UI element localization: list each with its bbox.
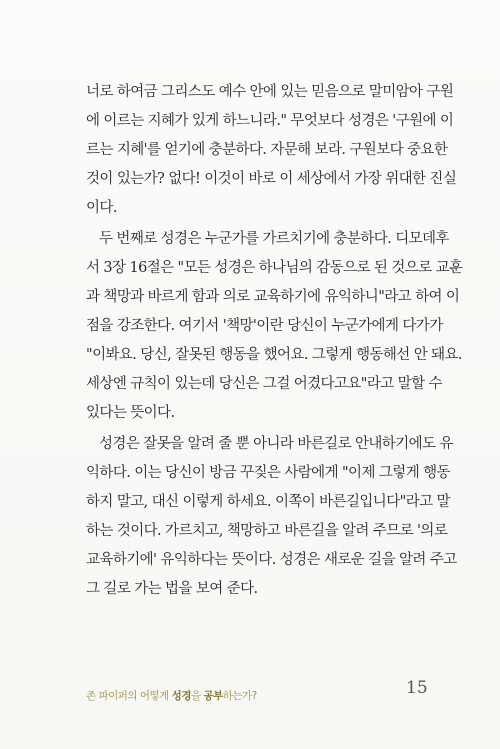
text-line: "이봐요. 당신, 잘못된 행동을 했어요. 그렇게 행동해선 안 돼요. <box>86 347 462 363</box>
text-line: 점을 강조한다. 여기서 '책망'이란 당신이 누군가에게 다가가 <box>86 318 443 334</box>
footer-text: 을 <box>190 690 204 702</box>
text-line: 하는 것이다. 가르치고, 책망하고 바른길을 알려 주므로 '의로 <box>86 523 448 539</box>
text-line: 너로 하여금 그리스도 예수 안에 있는 믿음으로 말미암아 구원 <box>86 84 454 100</box>
text-line: 세상엔 규칙이 있는데 당신은 그걸 어겼다고요"라고 말할 수 <box>86 376 442 392</box>
text-line: 익하다. 이는 당신이 방금 꾸짖은 사람에게 "이제 그렇게 행동 <box>86 465 450 481</box>
text-line: 이다. <box>86 200 117 216</box>
text-line: 르는 지혜'를 얻기에 충분하다. 자문해 보라. 구원보다 중요한 <box>86 142 448 158</box>
body-text <box>86 78 463 604</box>
running-footer-title <box>86 688 257 703</box>
text-line: 있다는 뜻이다. <box>86 405 175 421</box>
text-line: 에 이르는 지혜가 있게 하느니라." 무엇보다 성경은 '구원에 이 <box>86 113 454 129</box>
paragraph-start-line: 두 번째로 성경은 누군가를 가르치기에 충분하다. 디모데후 <box>99 231 449 247</box>
footer-text: 존 파이퍼의 어떻게 <box>86 690 172 702</box>
text-line: 그 길로 가는 법을 보여 준다. <box>86 581 258 597</box>
footer-text-emphasis: 성경 <box>171 690 191 702</box>
text-line: 과 책망과 바르게 함과 의로 교육하기에 유익하니"라고 하여 이 <box>86 289 460 305</box>
footer-text: 하는가? <box>222 690 257 702</box>
text-line: 것이 있는가? 없다! 이것이 바로 이 세상에서 가장 위대한 진실 <box>86 171 457 187</box>
text-line: 교육하기에' 유익하다는 뜻이다. 성경은 새로운 길을 알려 주고 <box>86 552 457 568</box>
page-number: 15 <box>406 678 428 698</box>
text-line: 서 3장 16절은 "모든 성경은 하나님의 감동으로 된 것으로 교훈 <box>86 260 463 276</box>
footer-text-emphasis: 공부 <box>203 690 223 702</box>
paragraph-start-line: 성경은 잘못을 알려 줄 뿐 아니라 바른길로 안내하기에도 유 <box>99 436 453 452</box>
text-line: 하지 말고, 대신 이렇게 하세요. 이쪽이 바른길입니다"라고 말 <box>86 494 450 510</box>
